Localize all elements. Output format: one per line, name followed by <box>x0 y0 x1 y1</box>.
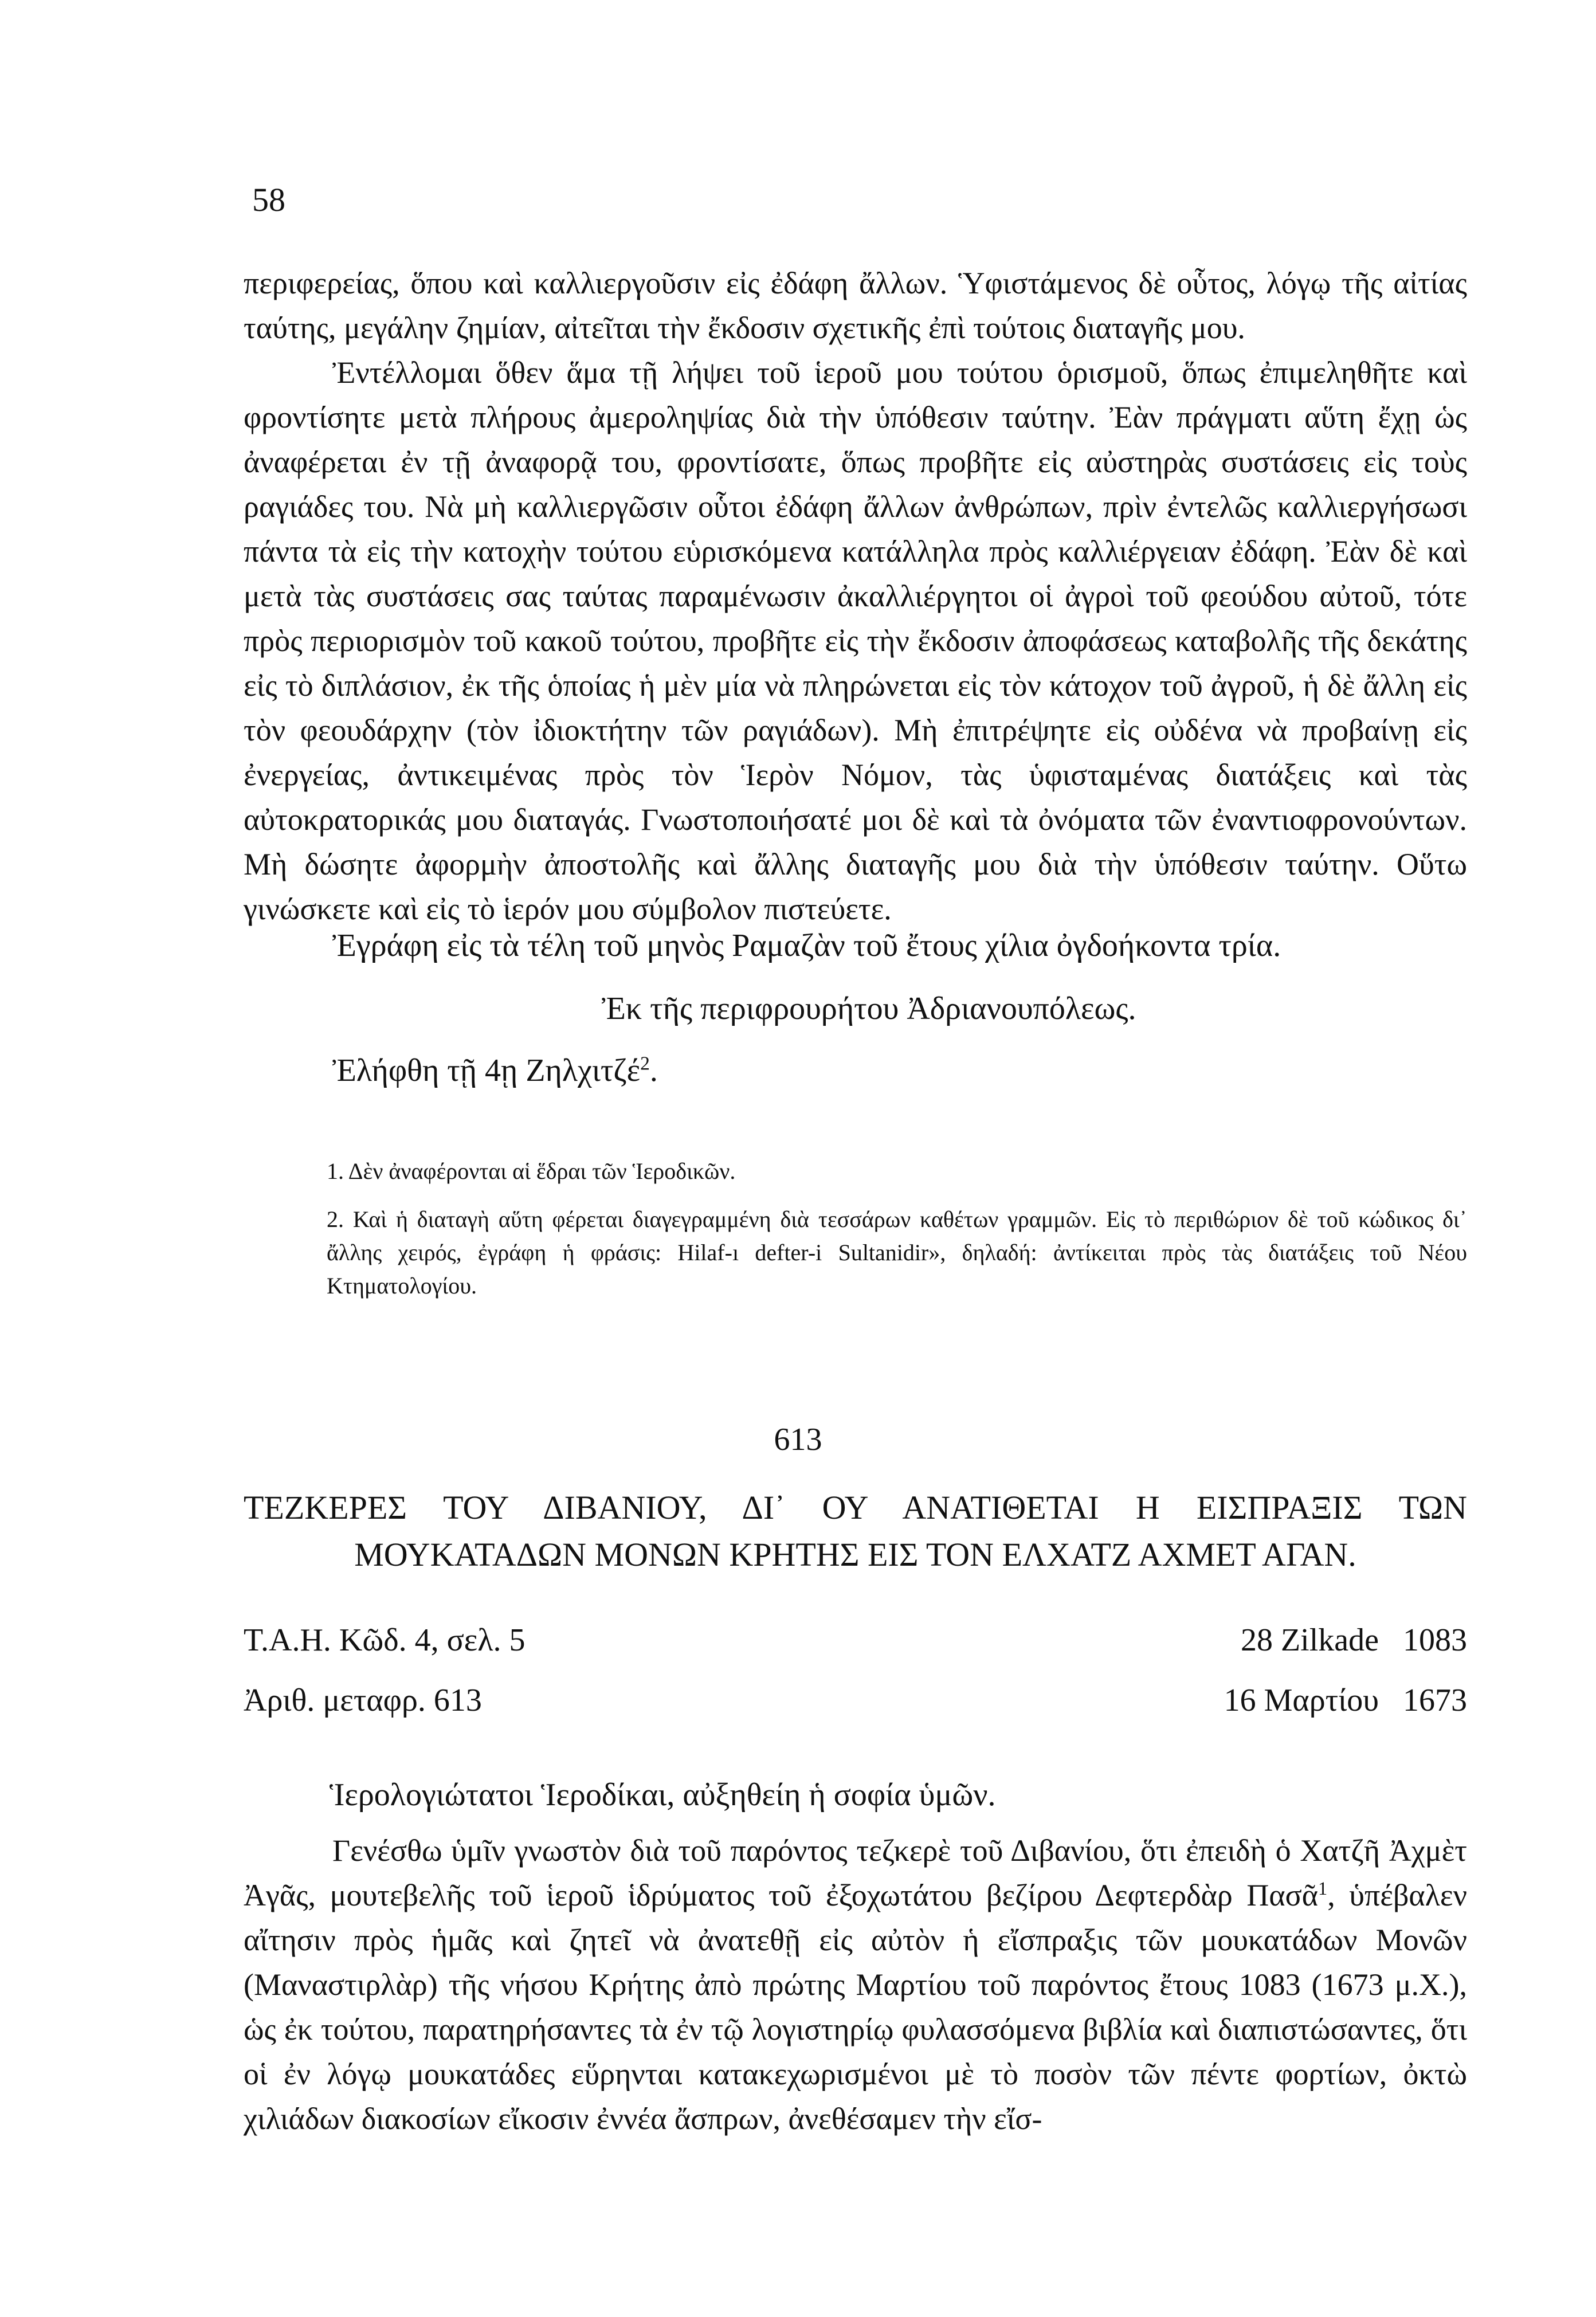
closing-place-line: Ἐκ τῆς περιφρουρήτου Ἀδριανουπόλεως. <box>602 991 1136 1026</box>
hijri-day-month: 28 Zilkade <box>1240 1622 1379 1658</box>
footnote-ref: 2 <box>640 1053 650 1075</box>
intro-text <box>244 261 1467 931</box>
footnote-number: 2. <box>327 1206 344 1232</box>
gregorian-day-month: 16 Μαρτίου <box>1224 1683 1379 1718</box>
closing-received-line <box>332 1052 658 1089</box>
closing-written-line: Ἐγράφη εἰς τὰ τέλη τοῦ μηνὸς Ραμαζὰν τοῦ ἔτους χίλια ὀγδοήκοντα τρία. <box>332 928 1281 963</box>
intro-paragraph: Ἐντέλλομαι ὅθεν ἅμα τῇ λήψει τοῦ ἱεροῦ μου τούτου ὁρισμοῦ, ὅπως ἐπιμεληθῆτε καὶ φροντίσητε μετὰ πλήρους ἀμεροληψίας διὰ τὴν ὑπόθεσιν ταύτην. Ἐὰν πράγματι αὕτη ἔχῃ ὡς ἀναφέρεται ἐν τῇ ἀναφορᾷ του, φροντίσατε, ὅπως προβῆτε εἰς αὐστηρὰς συστάσεις εἰς τοὺς ραγιάδες του. Νὰ μὴ καλλιεργῶσιν οὗτοι ἐδάφη ἄλλων ἀνθρώπων, πρὶν ἐντελῶς καλλιεργήσωσι πάντα τὰ εἰς τὴν κατοχὴν τούτου εὑρισκόμενα κατάλληλα πρὸς καλλιέργειαν ἐδάφη. Ἐὰν δὲ καὶ μετὰ τὰς συστάσεις σας ταύτας παραμένωσιν ἀκαλλιέργητοι οἱ ἀγροὶ τοῦ φεούδου αὐτοῦ, τότε πρὸς περιορισμὸν τοῦ κακοῦ τούτου, προβῆτε εἰς τὴν ἔκδοσιν ἀποφάσεως καταβολῆς τῆς δεκάτης εἰς τὸ διπλάσιον, ἐκ τῆς ὁποίας ἡ μὲν μία νὰ πληρώνεται εἰς τὸν κάτοχον τοῦ ἀγροῦ, ἡ δὲ ἄλλη εἰς τὸν φεουδάρχην (τὸν ἰδιοκτήτην τῶν ραγιάδων). Μὴ ἐπιτρέψητε εἰς οὐδένα νὰ προβαίνῃ εἰς ἐνεργείας, ἀντικειμένας πρὸς τὸν Ἱερὸν Νόμον, τὰς ὑφισταμένας διατάξεις καὶ τὰς αὐτοκρατορικάς μου διαταγάς. Γνωστοποιήσατέ μοι δὲ καὶ τὰ ὀνόματα τῶν ἐναντιοφρονούντων. Μὴ δώσητε ἀφορμὴν ἀποστολῆς καὶ ἄλλης διαταγῆς μου διὰ τὴν ὑπόθεσιν ταύτην. Οὕτω γινώσκετε καὶ εἰς τὸ ἱερόν μου σύμβολον πιστεύετε. <box>244 355 1467 926</box>
source-reference: Τ.Α.Η. Κῶδ. 4, σελ. 5 <box>244 1622 526 1658</box>
footnote-item <box>327 1155 1467 1188</box>
hijri-date <box>1241 1622 1467 1659</box>
intro-paragraph: περιφερείας, ὅπου καὶ καλλιεργοῦσιν εἰς ἐδάφη ἄλλων. Ὑφιστάμενος δὲ οὗτος, λόγῳ τῆς αἰτίας ταύτης, μεγάλην ζημίαν, αἰτεῖται τὴν ἔκδοσιν σχετικῆς ἐπὶ τούτοις διαταγῆς μου. <box>244 266 1467 345</box>
footnote-item <box>327 1203 1467 1303</box>
gregorian-year: 1673 <box>1403 1683 1467 1718</box>
salutation: Ἱερολογιώτατοι Ἱεροδίκαι, αὐξηθείη ἡ σοφία ὑμῶν. <box>330 1777 996 1813</box>
footnote-text: Καὶ ἡ διαταγὴ αὕτη φέρεται διαγεγραμμένη διὰ τεσσάρων καθέτων γραμμῶν. Εἰς τὸ περιθώριον δὲ τοῦ κώδικος δι᾽ ἄλλης χειρός, ἐγράφη ἡ φράσις: Hilaf-ı defter-i Sultanidir», δηλαδή: ἀντίκειται πρὸς τὰς διατάξεις τοῦ Νέου Κτηματολογίου. <box>327 1206 1468 1299</box>
body-part: , ὑπέβαλεν αἴτησιν πρὸς ἡμᾶς καὶ ζητεῖ νὰ ἀνατεθῇ εἰς αὐτὸν ἡ εἴσπραξις τῶν μουκατάδων Μονῶν (Μαναστιρλὰρ) τῆς νήσου Κρήτης ἀπὸ πρώτης Μαρτίου τοῦ παρόντος ἔτους 1083 (1673 μ.Χ.), ὡς ἐκ τούτου, παρατηρήσαντες τὰ ἐν τῷ λογιστηρίῳ φυλασσόμενα βιβλία καὶ διαπιστώσαντες, ὅτι οἱ ἐν λόγῳ μουκατάδες εὕρηνται κατακεχωρισμένοι μὲ τὸ ποσὸν τῶν πέντε φορτίων, ὀκτὼ χιλιάδων διακοσίων εἴκοσιν ἐννέα ἄσπρων, ἀνεθέσαμεν τὴν εἴσ- <box>244 1878 1467 2136</box>
document-number: 613 <box>774 1422 822 1457</box>
body-part: Γενέσθω ὑμῖν γνωστὸν διὰ τοῦ παρόντος τεζκερὲ τοῦ Διβανίου, ὅτι ἐπειδὴ ὁ Χατζῆ Ἀχμὲτ Ἀγᾶς, μουτεβελῆς τοῦ ἱεροῦ ἱδρύματος τοῦ ἐξοχωτάτου βεζίρου Δεφτερδὰρ Πασᾶ <box>244 1833 1467 1912</box>
footnote-ref: 1 <box>1318 1879 1328 1899</box>
received-end: . <box>649 1053 658 1088</box>
body-text <box>244 1828 1467 2141</box>
hijri-year: 1083 <box>1403 1622 1467 1658</box>
translation-number: Ἀριθ. μεταφρ. 613 <box>244 1683 482 1718</box>
footnote-text: Δὲν ἀναφέρονται αἱ ἕδραι τῶν Ἱεροδικῶν. <box>348 1158 736 1184</box>
page-number: 58 <box>252 181 285 218</box>
received-text: Ἐλήφθη τῇ 4ῃ Ζηλχιτζέ <box>332 1053 641 1088</box>
gregorian-date <box>1224 1682 1467 1719</box>
document-title: ΤΕΖΚΕΡΕΣ ΤΟΥ ΔΙΒΑΝΙΟΥ, ΔΙ᾽ ΟΥ ΑΝΑΤΙΘΕΤΑΙ Η ΕΙΣΠΡΑΞΙΣ ΤΩΝ ΜΟΥΚΑΤΑΔΩΝ ΜΟΝΩΝ ΚΡΗΤΗΣ ΕΙΣ ΤΟΝ ΕΛΧΑΤΖ ΑΧΜΕΤ ΑΓΑΝ. <box>244 1489 1467 1573</box>
body-paragraph <box>244 1828 1467 2141</box>
footnotes <box>327 1155 1467 1318</box>
footnote-number: 1. <box>327 1158 344 1184</box>
